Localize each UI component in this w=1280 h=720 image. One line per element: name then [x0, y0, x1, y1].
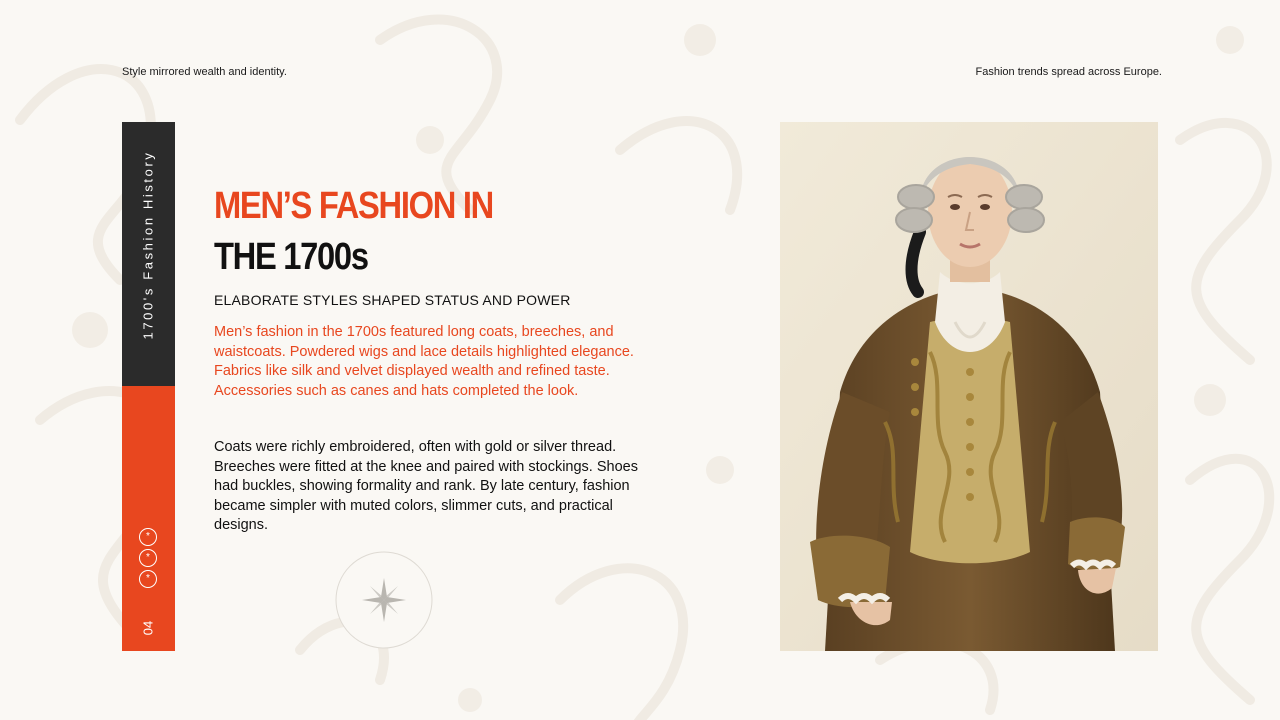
sidebar: [122, 122, 175, 651]
sidebar-label: 1700's Fashion History: [140, 150, 156, 340]
sidebar-dots: [139, 528, 159, 591]
title-line-1: MEN’S FASHION IN: [214, 185, 493, 227]
title-line-2: THE 1700s: [214, 236, 368, 278]
header-right-note: Fashion trends spread across Europe.: [975, 66, 1162, 78]
asterisk-dot-icon: *: [139, 528, 157, 546]
portrait-image: [780, 122, 1158, 651]
sidebar-accent-panel: [122, 386, 175, 651]
asterisk-dot-icon: *: [139, 570, 157, 588]
compass-star-icon: [334, 550, 434, 650]
body-paragraph: Coats were richly embroidered, often with gold or silver thread. Breeches were fitted at the knee and paired with stockings. Shoes had buckles, showing formality and rank. By late century, fashion became simpler with muted colors, slimmer cuts, and practical designs.: [214, 439, 638, 533]
subtitle: ELABORATE STYLES SHAPED STATUS AND POWER: [214, 292, 571, 308]
page-number: 04: [140, 620, 156, 636]
accent-paragraph: Men’s fashion in the 1700s featured long coats, breeches, and waistcoats. Powdered wigs and lace details highlighted elegance. Fabrics like silk and velvet displayed wealth and refined taste. Accessories such as canes and hats completed the look.: [214, 324, 634, 399]
header-left-note: Style mirrored wealth and identity.: [122, 66, 287, 78]
asterisk-dot-icon: *: [139, 549, 157, 567]
